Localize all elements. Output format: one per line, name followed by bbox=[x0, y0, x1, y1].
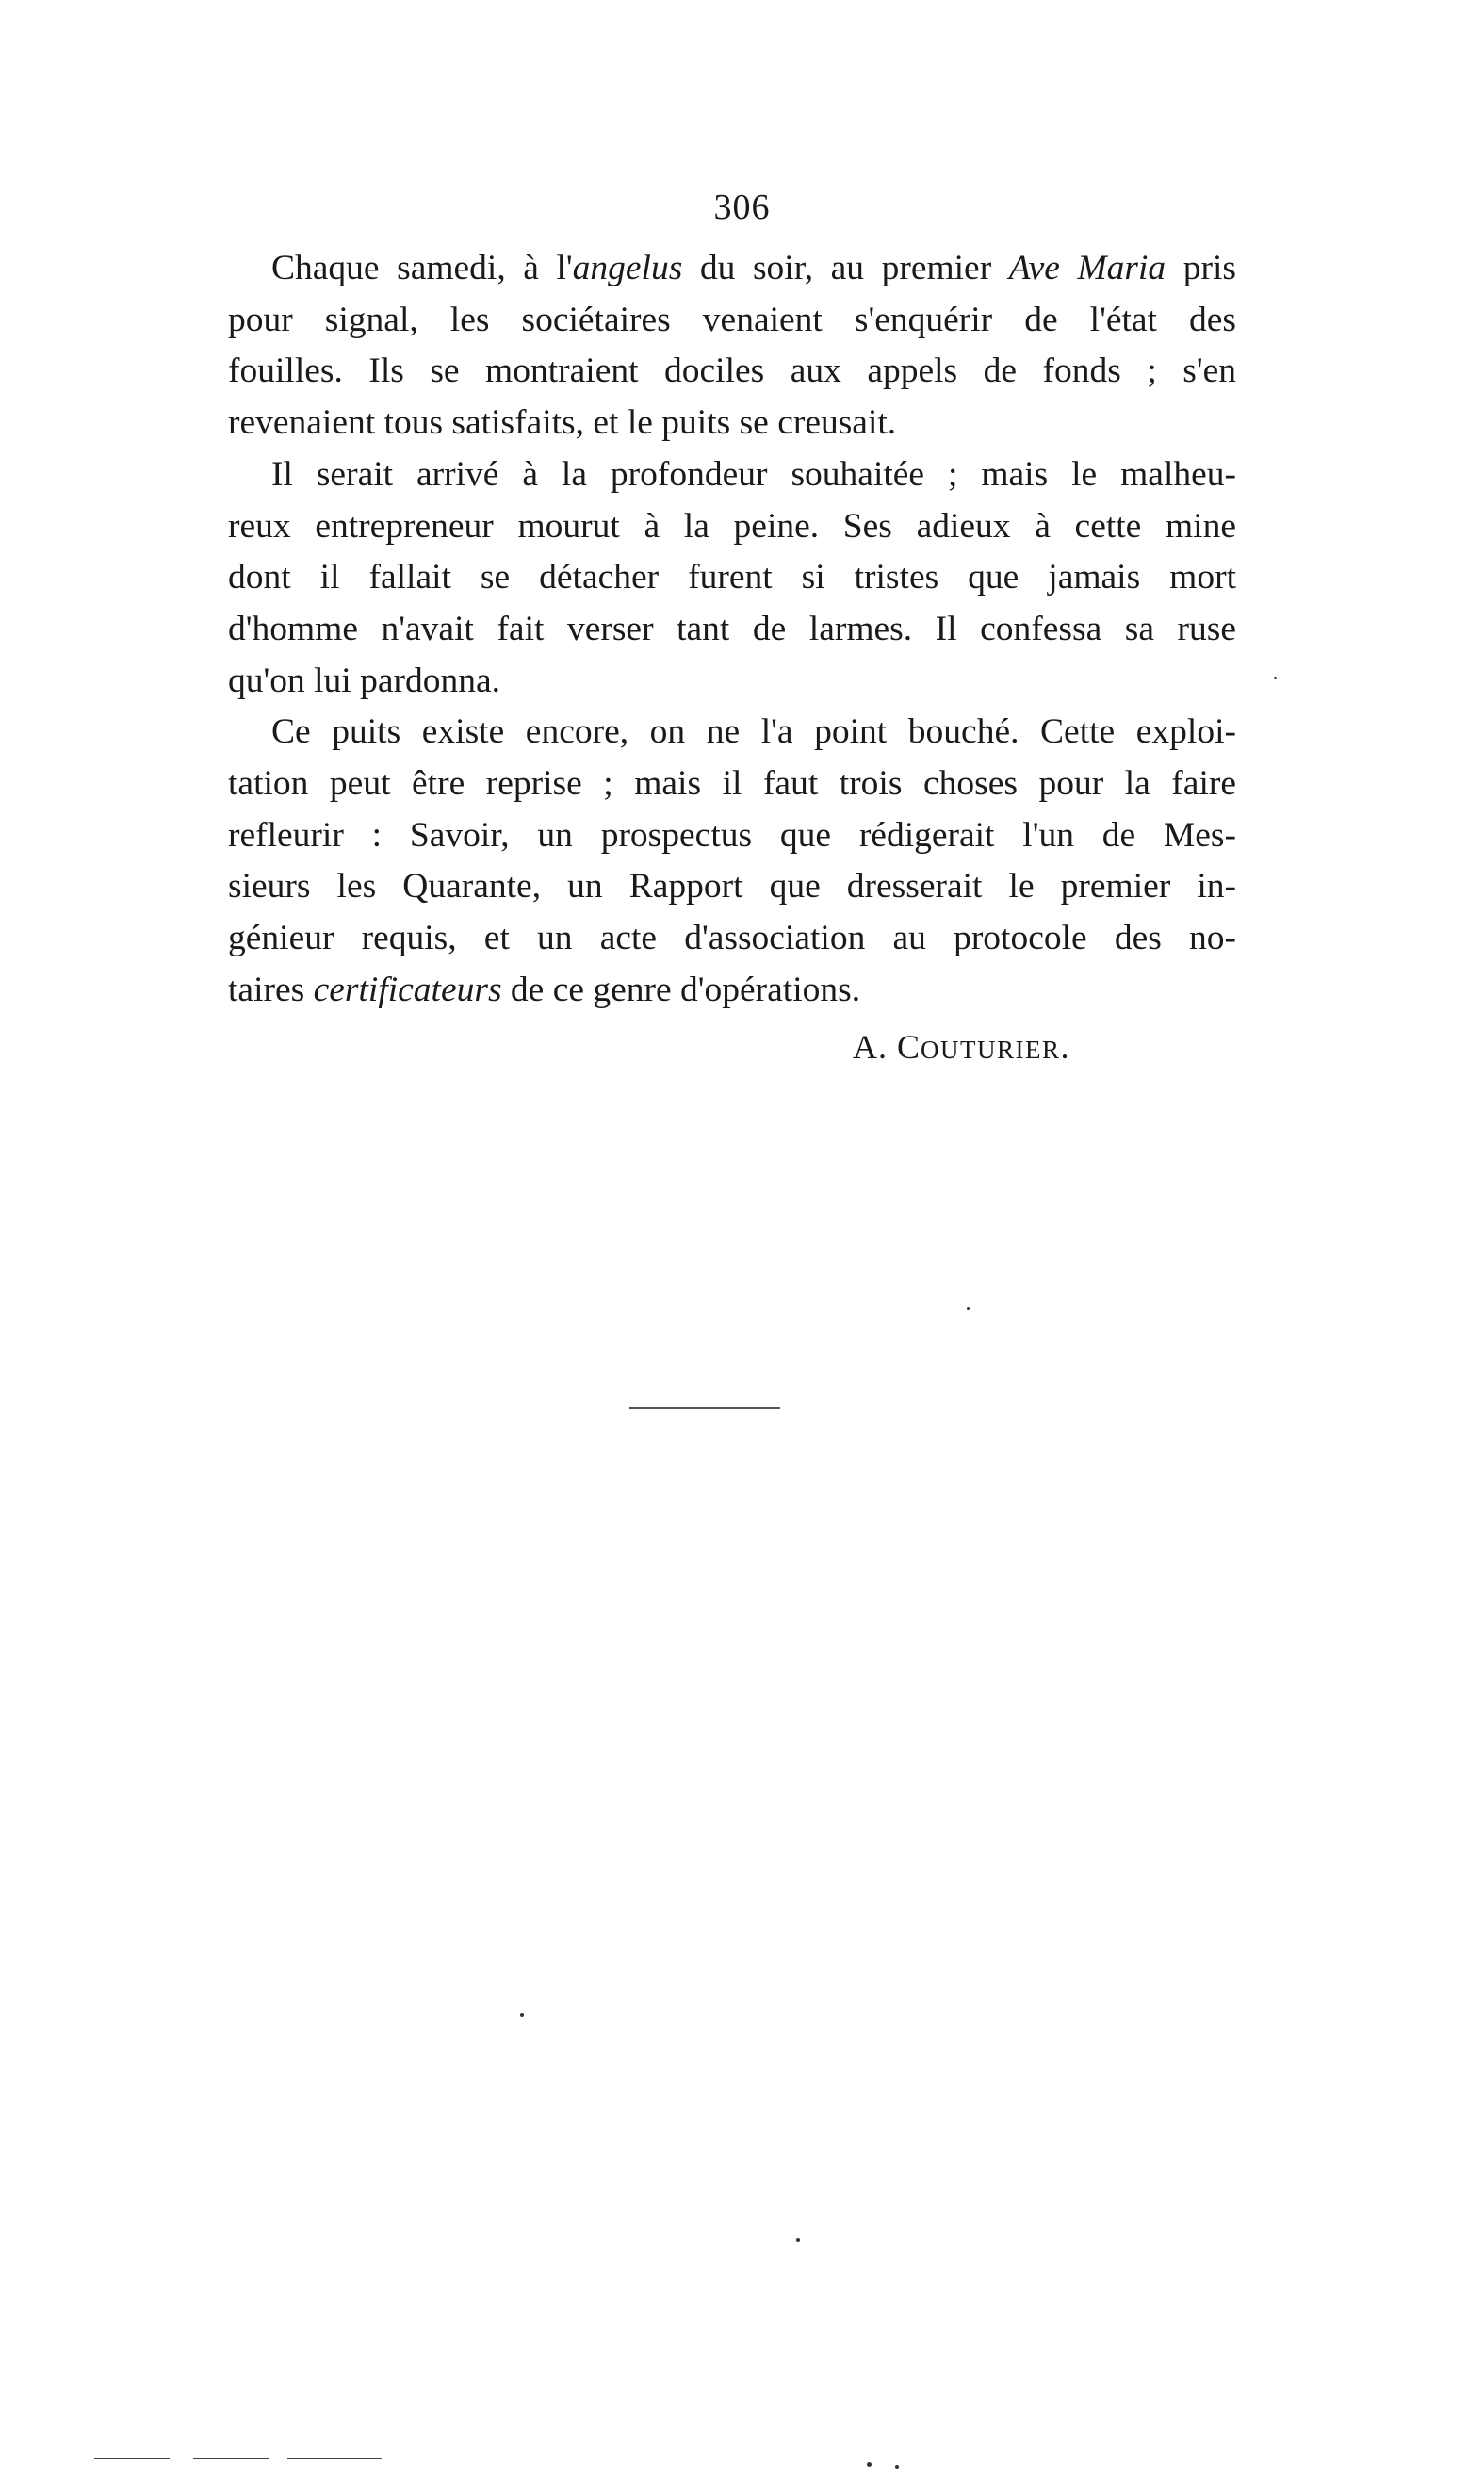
text-line: reux entrepreneur mourut à la peine. Ses adieux à cette mine bbox=[228, 506, 1236, 546]
speck-mark bbox=[520, 2013, 524, 2017]
signature-initial: A. bbox=[853, 1028, 888, 1066]
signature-name bbox=[897, 1028, 1070, 1066]
text-line: Chaque samedi, à l'angelus du soir, au premier Ave Maria pris bbox=[271, 249, 1236, 287]
text-line: d'homme n'avait fait verser tant de larmes. Il confessa sa ruse bbox=[228, 609, 1236, 648]
signature-name-first: C bbox=[897, 1028, 921, 1066]
text-line: qu'on lui pardonna. bbox=[228, 661, 500, 700]
section-divider bbox=[629, 1407, 780, 1409]
scan-edge-rule bbox=[94, 2458, 170, 2459]
scan-edge-rule bbox=[193, 2458, 269, 2459]
signature bbox=[853, 1027, 1070, 1067]
italic-term: angelus bbox=[572, 249, 683, 287]
paragraph bbox=[228, 243, 1236, 449]
text-line: Ce puits existe encore, on ne l'a point bouché. Cette exploi- bbox=[271, 712, 1236, 752]
speck-mark bbox=[895, 2465, 899, 2469]
text-line: pour signal, les sociétaires venaient s'enquérir de l'état des bbox=[228, 300, 1236, 339]
text-line: refleurir : Savoir, un prospectus que rédigerait l'un de Mes- bbox=[228, 815, 1236, 855]
italic-term: Ave Maria bbox=[1008, 249, 1166, 287]
speck-mark bbox=[1274, 677, 1277, 679]
text-line: fouilles. Ils se montraient dociles aux appels de fonds ; s'en bbox=[228, 351, 1236, 391]
signature-name-rest: OUTURIER bbox=[921, 1036, 1061, 1064]
scan-edge-rule bbox=[287, 2458, 382, 2459]
text-line: dont il fallait se détacher furent si tristes que jamais mort bbox=[228, 558, 1236, 597]
text-line: taires certificateurs de ce genre d'opérations. bbox=[228, 970, 861, 1009]
speck-mark bbox=[967, 1307, 970, 1310]
page-number: 306 bbox=[713, 188, 771, 227]
text-line: génieur requis, et un acte d'association au protocole des no- bbox=[228, 919, 1236, 958]
text-line: sieurs les Quarante, un Rapport que dresserait le premier in- bbox=[228, 867, 1236, 907]
speck-mark bbox=[867, 2462, 872, 2467]
signature-period: . bbox=[1060, 1028, 1070, 1066]
text-line: revenaient tous satisfaits, et le puits se creusait. bbox=[228, 403, 897, 443]
speck-mark bbox=[796, 2238, 800, 2242]
text-line: tation peut être reprise ; mais il faut trois choses pour la faire bbox=[228, 764, 1236, 804]
paragraph bbox=[228, 449, 1236, 708]
text-line: Il serait arrivé à la profondeur souhaitée ; mais le malheu- bbox=[271, 454, 1236, 494]
italic-term: certificateurs bbox=[313, 970, 502, 1009]
text-block bbox=[228, 243, 1236, 1017]
paragraph bbox=[228, 707, 1236, 1016]
